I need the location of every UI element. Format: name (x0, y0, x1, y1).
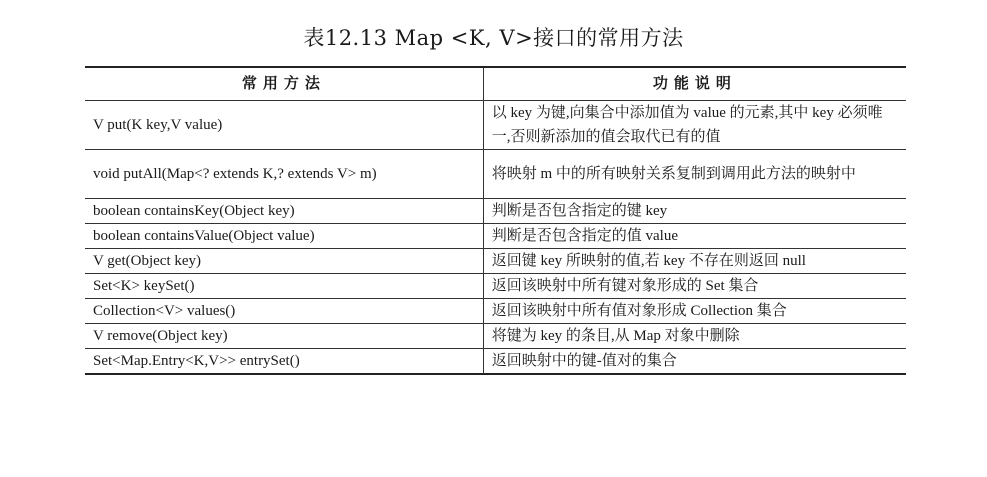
table-row (85, 324, 906, 349)
header-method: 常用方法 (85, 67, 483, 101)
description-cell: 返回映射中的键-值对的集合 (483, 349, 906, 375)
method-cell: V get(Object key) (85, 249, 483, 274)
description-cell: 判断是否包含指定的值 value (483, 224, 906, 249)
method-cell: void putAll(Map<? extends K,? extends V> m) (85, 150, 483, 199)
method-cell: Set<K> keySet() (85, 274, 483, 299)
description-cell: 将键为 key 的条目,从 Map 对象中删除 (483, 324, 906, 349)
table-row (85, 224, 906, 249)
map-methods-table (85, 66, 906, 375)
method-cell: boolean containsKey(Object key) (85, 199, 483, 224)
description-cell: 将映射 m 中的所有映射关系复制到调用此方法的映射中 (483, 150, 906, 199)
table-row (85, 150, 906, 199)
table-header-row (85, 67, 906, 101)
method-cell: V put(K key,V value) (85, 101, 483, 150)
method-cell: Set<Map.Entry<K,V>> entrySet() (85, 349, 483, 375)
method-cell: boolean containsValue(Object value) (85, 224, 483, 249)
table-row (85, 299, 906, 324)
header-description: 功能说明 (483, 67, 906, 101)
table-row (85, 249, 906, 274)
description-cell: 返回该映射中所有值对象形成 Collection 集合 (483, 299, 906, 324)
description-cell: 判断是否包含指定的键 key (483, 199, 906, 224)
method-cell: Collection<V> values() (85, 299, 483, 324)
method-cell: V remove(Object key) (85, 324, 483, 349)
description-cell: 返回键 key 所映射的值,若 key 不存在则返回 null (483, 249, 906, 274)
description-cell: 以 key 为键,向集合中添加值为 value 的元素,其中 key 必须唯一,否则新添加的值会取代已有的值 (483, 101, 906, 150)
table-row (85, 101, 906, 150)
table-row (85, 349, 906, 375)
table-caption: 表12.13 Map <K, V>接口的常用方法 (303, 26, 684, 50)
table-row (85, 199, 906, 224)
table-row (85, 274, 906, 299)
description-cell: 返回该映射中所有键对象形成的 Set 集合 (483, 274, 906, 299)
